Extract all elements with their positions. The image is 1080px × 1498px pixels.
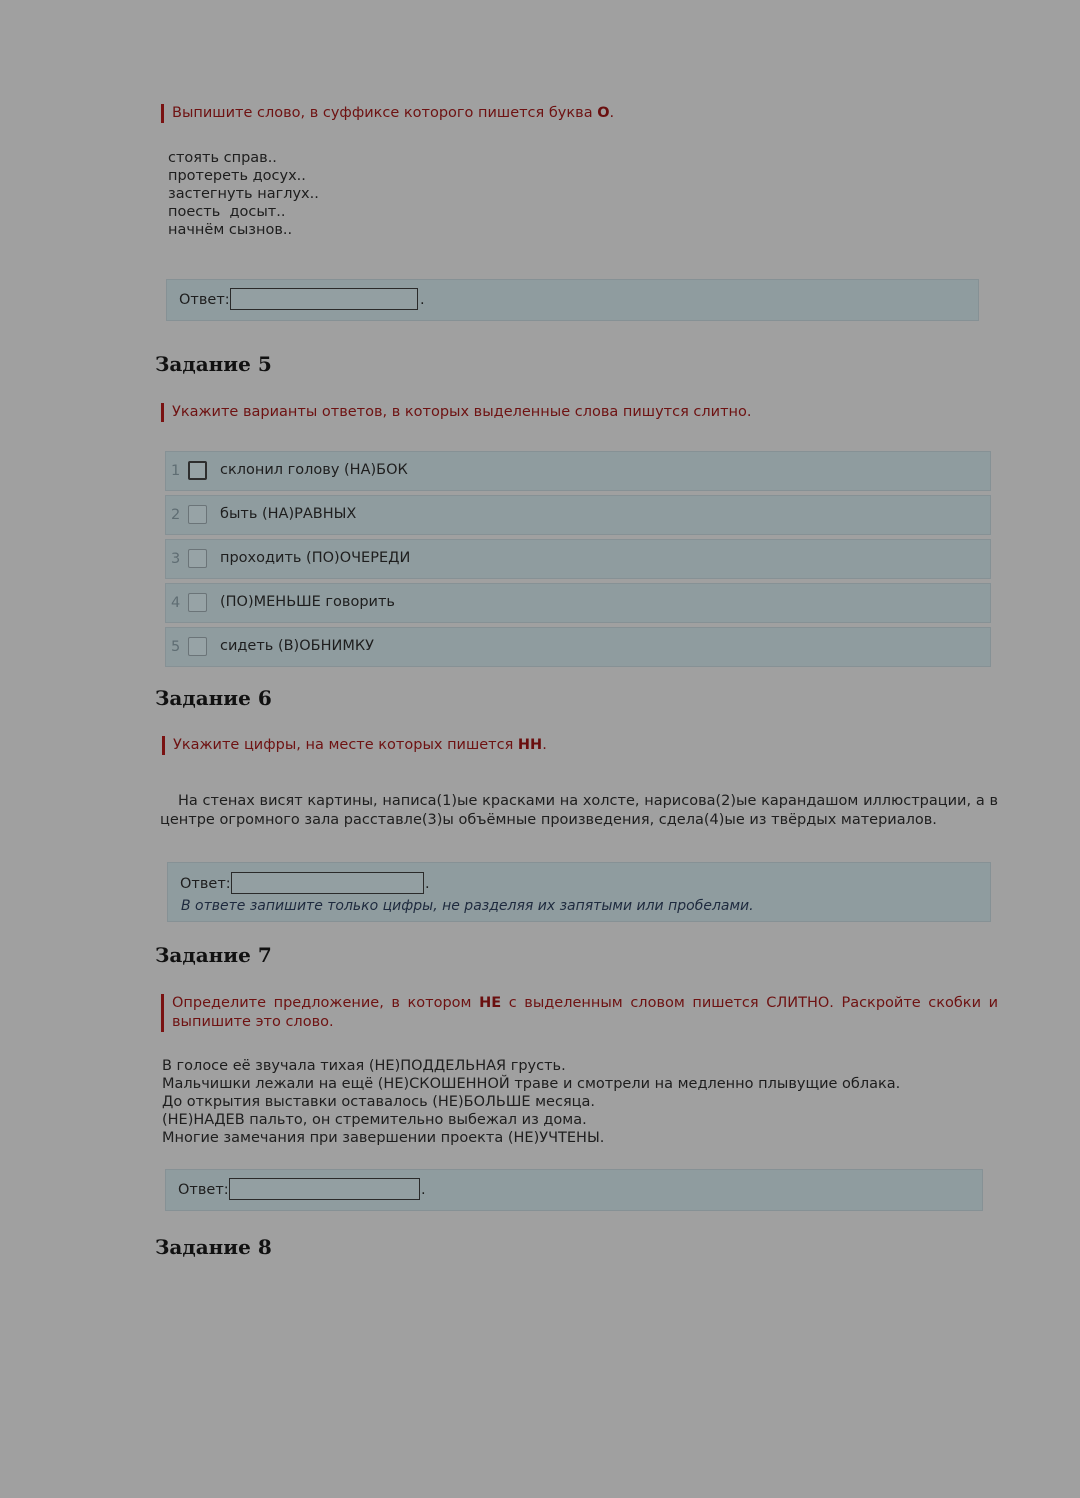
- option-number: 1: [171, 463, 181, 479]
- option-checkbox[interactable]: [188, 637, 207, 656]
- task5-heading: Задание 5: [155, 352, 272, 376]
- answer-label: Ответ:: [180, 876, 231, 892]
- task8-heading: Задание 8: [155, 1235, 272, 1259]
- task4-instruction: Выпишите слово, в суффиксе которого пишется буква О.: [161, 104, 992, 123]
- task7-sentence-list: [162, 1057, 900, 1147]
- list-item: протереть досух..: [168, 168, 306, 184]
- option-number: 4: [171, 595, 181, 611]
- option-label: склонил голову (НА)БОК: [220, 462, 408, 478]
- list-item: В голосе её звучала тихая (НЕ)ПОДДЕЛЬНАЯ грусть.: [162, 1058, 566, 1074]
- task7-heading: Задание 7: [155, 943, 272, 967]
- option-number: 3: [171, 551, 181, 567]
- option-number: 5: [171, 639, 181, 655]
- list-item: Многие замечания при завершении проекта (НЕ)УЧТЕНЫ.: [162, 1130, 605, 1146]
- list-item: Мальчишки лежали на ещё (НЕ)СКОШЕННОЙ траве и смотрели на медленно плывущие облака.: [162, 1076, 901, 1092]
- list-item: (НЕ)НАДЕВ пальто, он стремительно выбежал из дома.: [162, 1112, 587, 1128]
- task5-option-2[interactable]: [165, 495, 991, 535]
- task7-answer-input[interactable]: [229, 1178, 420, 1200]
- list-item: начнём сызнов..: [168, 222, 293, 238]
- option-label: быть (НА)РАВНЫХ: [220, 506, 357, 522]
- option-checkbox[interactable]: [188, 505, 207, 524]
- list-item: поесть досыт..: [168, 204, 286, 220]
- task4-answer-input[interactable]: [230, 288, 418, 310]
- task5-option-1[interactable]: [165, 451, 991, 491]
- answer-dot: .: [425, 876, 430, 892]
- task6-answer-input[interactable]: [231, 872, 424, 894]
- task6-instruction: Укажите цифры, на месте которых пишется НН.: [162, 736, 993, 755]
- task5-instruction: Укажите варианты ответов, в которых выделенные слова пишутся слитно.: [161, 403, 992, 422]
- option-checkbox[interactable]: [188, 461, 207, 480]
- task5-option-4[interactable]: [165, 583, 991, 623]
- task7-instruction: Определите предложение, в котором НЕ с выделенным словом пишется СЛИТНО. Раскройте скобки и выпишите это слово.: [161, 994, 998, 1032]
- option-label: (ПО)МЕНЬШЕ говорить: [220, 594, 395, 610]
- task6-text: На стенах висят картины, написа(1)ые красками на холсте, нарисова(2)ые карандашом иллюстрации, а в центре огромного зала расставле(3)ы объёмные произведения, сдела(4)ые из твёрдых материалов.: [160, 793, 998, 828]
- answer-hint: В ответе запишите только цифры, не разделяя их запятыми или пробелами.: [181, 898, 754, 914]
- task6-answer-box: [167, 862, 991, 922]
- answer-label: Ответ:: [179, 292, 230, 308]
- option-checkbox[interactable]: [188, 549, 207, 568]
- list-item: стоять справ..: [168, 150, 277, 166]
- task5-option-5[interactable]: [165, 627, 991, 667]
- task4-answer-box: [166, 279, 979, 321]
- task6-heading: Задание 6: [155, 686, 272, 710]
- option-checkbox[interactable]: [188, 593, 207, 612]
- list-item: застегнуть наглух..: [168, 186, 319, 202]
- task7-answer-box: [165, 1169, 983, 1211]
- answer-dot: .: [421, 1182, 426, 1198]
- answer-dot: .: [420, 292, 425, 308]
- task5-option-3[interactable]: [165, 539, 991, 579]
- list-item: До открытия выставки оставалось (НЕ)БОЛЬШЕ месяца.: [162, 1094, 596, 1110]
- option-label: сидеть (В)ОБНИМКУ: [220, 638, 374, 654]
- option-number: 2: [171, 507, 181, 523]
- option-label: проходить (ПО)ОЧЕРЕДИ: [220, 550, 411, 566]
- task4-word-list: [168, 149, 319, 239]
- answer-label: Ответ:: [178, 1182, 229, 1198]
